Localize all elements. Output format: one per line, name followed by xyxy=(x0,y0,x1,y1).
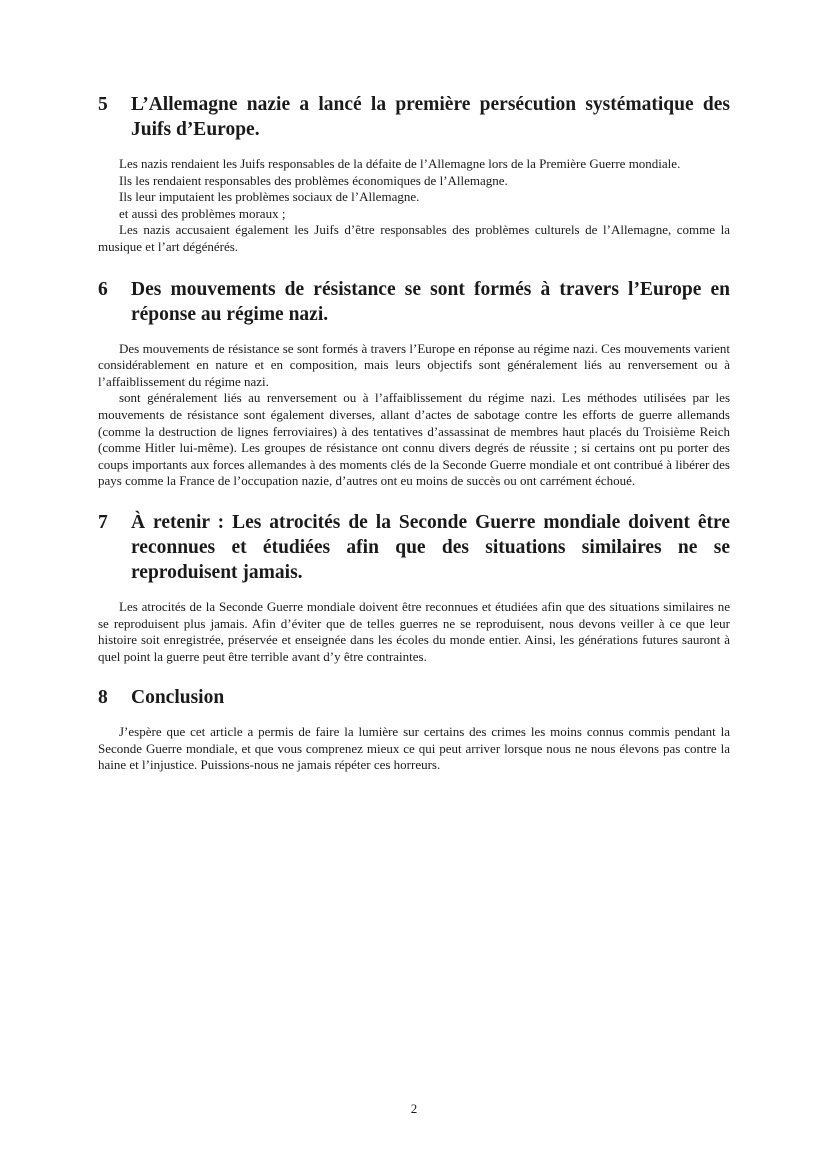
section-5 xyxy=(98,92,730,256)
section-7 xyxy=(98,510,730,665)
section-8 xyxy=(98,685,730,774)
paragraph: Les atrocités de la Seconde Guerre mondiale doivent être reconnues et étudiées afin que des situations similaires ne se reproduisent plus jamais. Afin d’éviter que de telles guerres ne se reproduisent, nous devons veiller à ce que leur histoire soit enregistrée, préservée et enseignée dans les écoles du monde entier. Ainsi, les générations futures sauront à quel point la guerre peut être terrible avant d’y être contraintes. xyxy=(98,598,730,664)
paragraph: Des mouvements de résistance se sont formés à travers l’Europe en réponse au régime nazi. Ces mouvements varient considérablement en nature et en composition, mais leurs objectifs sont généralement liés au renversement ou à l’affaiblissement du régime nazi. xyxy=(98,340,730,389)
section-number: 6 xyxy=(98,278,108,300)
section-title: L’Allemagne nazie a lancé la première persécution systématique des Juifs d’Europe. xyxy=(131,94,730,140)
section-heading xyxy=(98,685,730,710)
section-number: 5 xyxy=(98,94,108,115)
section-title: Conclusion xyxy=(131,687,225,709)
paragraph: sont généralement liés au renversement ou à l’affaiblissement du régime nazi. Les méthodes utilisées par les mouvements de résistance sont également diverses, allant d’actes de sabotage contre les efforts de guerre allemands (comme la destruction de lignes ferroviaires) à des tentatives d’assassinat de membres haut placés du Troisième Reich (comme Hitler lui-même). Les groupes de résistance ont connu divers degrés de réussite ; si certains ont pu porter des coups importants aux forces allemandes à des moments clés de la Seconde Guerre mondiale et ont contribué à libérer des pays comme la France de l’occupation nazie, d’autres ont eu moins de succès ou ont carrément échoué. xyxy=(98,390,730,489)
paragraph: Ils les rendaient responsables des problèmes économiques de l’Allemagne. xyxy=(119,172,508,188)
section-heading xyxy=(98,92,730,142)
page-number: 2 xyxy=(410,1101,418,1116)
section-title: À retenir : Les atrocités de la Seconde Guerre mondiale doivent être reconnues et étudiées afin que des situations similaires ne se reproduisent jamais. xyxy=(131,511,730,583)
paragraph: Ils leur imputaient les problèmes sociaux de l’Allemagne. xyxy=(119,189,420,205)
paragraph: J’espère que cet article a permis de faire la lumière sur certains des crimes les moins connus commis pendant la Seconde Guerre mondiale, et que vous comprenez mieux ce qui peut arriver lorsque nous ne nous élevons pas contre la haine et l’injustice. Puissions-nous ne jamais répéter ces horreurs. xyxy=(98,724,730,773)
section-title: Des mouvements de résistance se sont formés à travers l’Europe en réponse au régime nazi. xyxy=(131,278,730,325)
section-number: 7 xyxy=(98,511,108,533)
section-heading xyxy=(98,277,730,327)
section-heading xyxy=(98,510,730,585)
section-number: 8 xyxy=(98,687,108,709)
paragraph: Les nazis rendaient les Juifs responsables de la défaite de l’Allemagne lors de la Première Guerre mondiale. xyxy=(119,156,681,171)
section-6 xyxy=(98,277,730,490)
paragraph: Les nazis accusaient également les Juifs d’être responsables des problèmes culturels de l’Allemagne, comme la musique et l’art dégénérés. xyxy=(98,222,730,254)
paragraph: et aussi des problèmes moraux ; xyxy=(119,205,286,221)
document-page xyxy=(98,92,730,774)
